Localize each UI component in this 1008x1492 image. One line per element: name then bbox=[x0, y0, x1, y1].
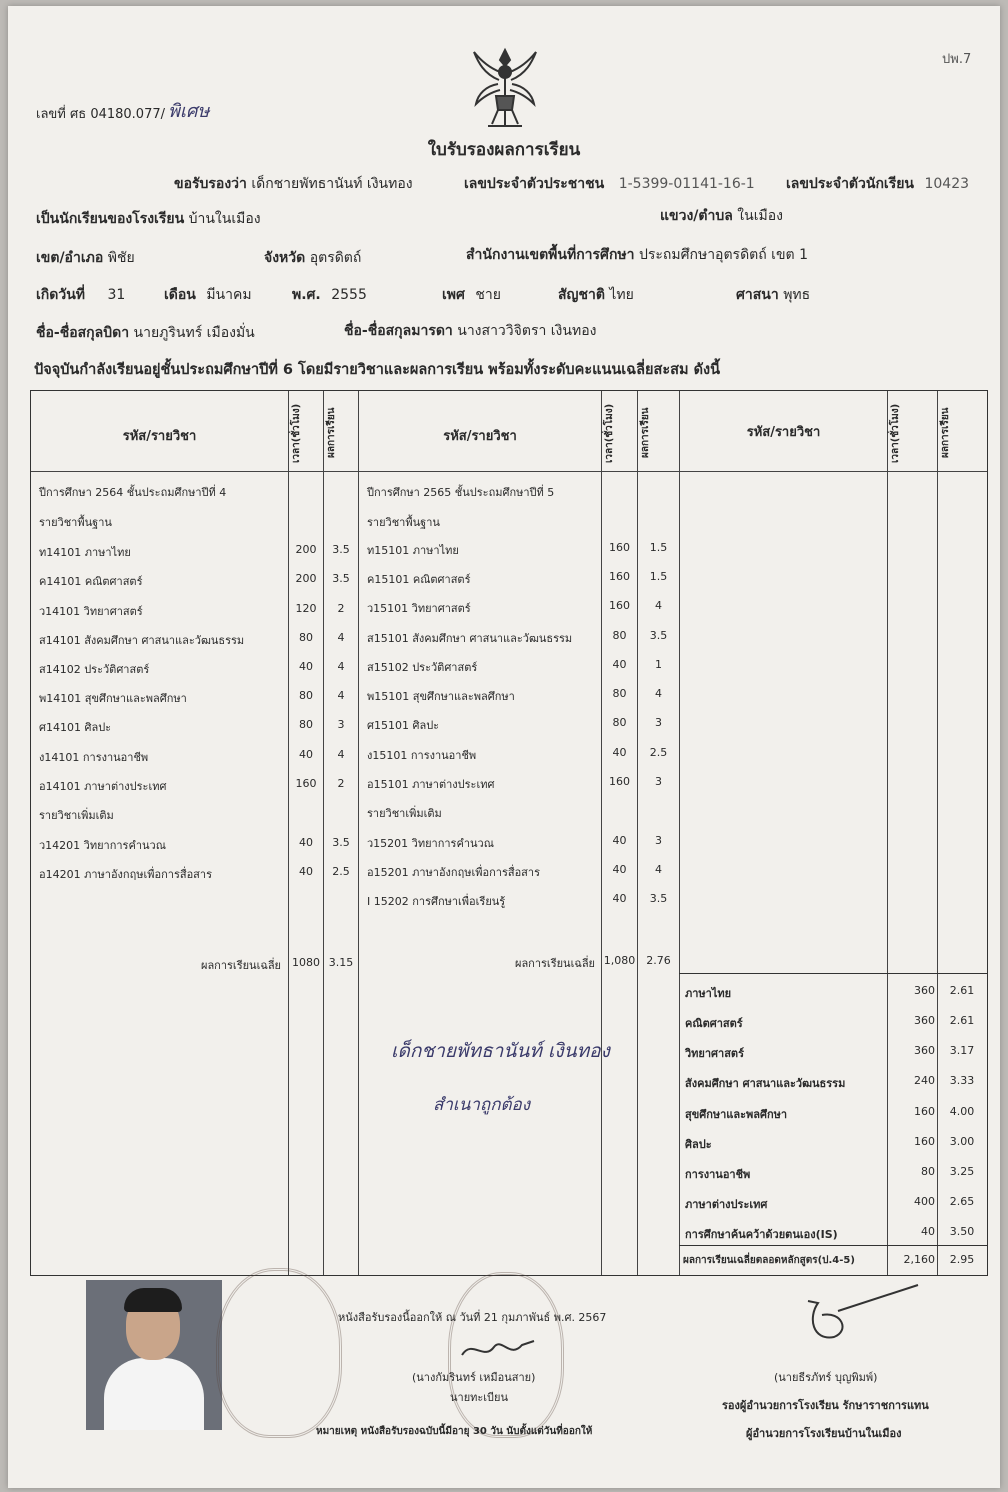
summary-row-hours: 360 bbox=[914, 1044, 935, 1057]
summary-row-subject: คณิตศาสตร์ bbox=[685, 1017, 743, 1030]
table-row-hours: 120 bbox=[295, 602, 317, 615]
table-row-subject: ง14101 การงานอาชีพ bbox=[39, 751, 149, 764]
registrar-signature-icon bbox=[458, 1331, 538, 1367]
table-row-hours: 80 bbox=[299, 689, 313, 702]
year2-basic-label: รายวิชาพื้นฐาน bbox=[367, 516, 440, 529]
district-label: เขต/อำเภอ bbox=[36, 250, 104, 266]
summary-row-hours: 160 bbox=[914, 1105, 935, 1118]
table-row-hours: 40 bbox=[612, 892, 627, 905]
table-row-hours: 80 bbox=[612, 687, 627, 700]
table-row-hours: 40 bbox=[612, 834, 627, 847]
table-row-grade: 1.5 bbox=[649, 570, 668, 583]
table-row-grade: 1 bbox=[655, 658, 662, 671]
table-row-grade: 4 bbox=[337, 748, 345, 761]
current-study-text: ปัจจุบันกำลังเรียนอยู่ชั้นประถมศึกษาปีที่ 6 โดยมีรายวิชาและผลการเรียน พร้อมทั้งระดับคะแนนเฉลี่ยสะสม ดังนี้ bbox=[34, 362, 721, 378]
edu-office-label: สำนักงานเขตพื้นที่การศึกษา bbox=[466, 247, 635, 263]
student-name: เด็กชายพัทธานันท์ เงินทอง bbox=[251, 176, 413, 192]
table-row-grade: 4 bbox=[655, 599, 662, 612]
mother-name: นางสาววิจิตรา เงินทอง bbox=[457, 323, 597, 339]
subdistrict-label: แขวง/ตำบล bbox=[660, 208, 733, 224]
table-row-hours: 80 bbox=[612, 629, 627, 642]
year1-extra-label: รายวิชาเพิ่มเติม bbox=[39, 809, 114, 822]
birth-year-label: พ.ศ. bbox=[292, 287, 321, 303]
table-row-hours: 80 bbox=[299, 718, 313, 731]
school-name: บ้านในเมือง bbox=[188, 211, 261, 227]
birth-day-value: 31 bbox=[107, 287, 126, 303]
student-id-value: 10423 bbox=[924, 176, 970, 192]
header-grade-2: ผลการเรียน bbox=[640, 407, 651, 459]
summary-row-grade: 3.33 bbox=[949, 1074, 975, 1087]
citizen-id-value: 1-5399-01141-16-1 bbox=[618, 176, 755, 192]
table-row-hours: 160 bbox=[609, 599, 630, 612]
document-number-handwritten: พิเศษ bbox=[168, 101, 210, 122]
table-row-grade: 3.5 bbox=[332, 543, 350, 556]
summary-row-hours: 240 bbox=[914, 1074, 935, 1087]
summary-row-grade: 3.00 bbox=[949, 1135, 975, 1148]
table-row-subject: อ14101 ภาษาต่างประเทศ bbox=[39, 780, 167, 793]
table-row-hours: 160 bbox=[609, 775, 630, 788]
table-row-grade: 2.5 bbox=[649, 746, 668, 759]
table-row-subject: ศ14101 ศิลปะ bbox=[39, 721, 112, 734]
year2-heading: ปีการศึกษา 2565 ชั้นประถมศึกษาปีที่ 5 bbox=[367, 486, 555, 499]
district-value: พิชัย bbox=[107, 250, 135, 266]
header-subject-3: รหัส/รายวิชา bbox=[746, 425, 821, 440]
document-number-label: เลขที่ ศธ 04180.077/ bbox=[36, 107, 165, 122]
birth-month-label: เดือน bbox=[164, 287, 196, 303]
year1-heading: ปีการศึกษา 2564 ชั้นประถมศึกษาปีที่ 4 bbox=[39, 486, 227, 499]
table-row-subject: อ14201 ภาษาอังกฤษเพื่อการสื่อสาร bbox=[39, 868, 212, 881]
nationality-value: ไทย bbox=[609, 287, 634, 303]
birth-month-value: มีนาคม bbox=[206, 287, 252, 303]
director-title: รองผู้อำนวยการโรงเรียน รักษาราชการแทน bbox=[722, 1399, 929, 1412]
summary-row-hours: 400 bbox=[914, 1195, 935, 1208]
table-row-hours: 40 bbox=[299, 836, 313, 849]
year1-average-hours: 1080 bbox=[292, 956, 320, 969]
province-label: จังหวัด bbox=[264, 250, 306, 266]
student-photo bbox=[86, 1280, 222, 1430]
summary-row-hours: 160 bbox=[914, 1135, 935, 1148]
table-row-grade: 4 bbox=[655, 687, 662, 700]
birth-year-value: 2555 bbox=[331, 287, 367, 303]
year1-basic-label: รายวิชาพื้นฐาน bbox=[39, 516, 112, 529]
table-row-hours: 80 bbox=[299, 631, 313, 644]
subdistrict-value: ในเมือง bbox=[737, 208, 783, 224]
summary-row-grade: 4.00 bbox=[949, 1105, 975, 1118]
grades-table bbox=[30, 390, 988, 1276]
handwritten-certified-copy: สำเนาถูกต้อง bbox=[433, 1095, 531, 1115]
table-row-hours: 200 bbox=[295, 572, 317, 585]
summary-row-hours: 40 bbox=[921, 1225, 935, 1238]
overall-average-hours: 2,160 bbox=[903, 1253, 935, 1266]
summary-row-grade: 3.17 bbox=[949, 1044, 975, 1057]
table-row-subject: พ15101 สุขศึกษาและพลศึกษา bbox=[367, 690, 515, 703]
year1-average-grade: 3.15 bbox=[328, 956, 354, 969]
table-row-hours: 40 bbox=[299, 865, 313, 878]
table-row-subject: ค14101 คณิตศาสตร์ bbox=[39, 575, 143, 588]
header-grade-3: ผลการเรียน bbox=[940, 407, 951, 459]
summary-row-subject: ภาษาไทย bbox=[685, 987, 732, 1000]
table-row-hours: 160 bbox=[295, 777, 317, 790]
issued-date-text: หนังสือรับรองนี้ออกให้ ณ วันที่ 21 กุมภาพันธ์ พ.ศ. 2567 bbox=[338, 1311, 607, 1324]
table-row-subject: ศ15101 ศิลปะ bbox=[367, 719, 440, 732]
table-row-subject: พ14101 สุขศึกษาและพลศึกษา bbox=[39, 692, 187, 705]
table-row-grade: 4 bbox=[337, 631, 345, 644]
religion-label: ศาสนา bbox=[736, 287, 779, 303]
table-row-grade: 3.5 bbox=[332, 572, 350, 585]
table-row-grade: 4 bbox=[337, 660, 345, 673]
table-row-hours: 160 bbox=[609, 570, 630, 583]
summary-row-subject: ภาษาต่างประเทศ bbox=[685, 1198, 768, 1211]
year2-average-hours: 1,080 bbox=[603, 954, 636, 967]
table-row-subject: ว14101 วิทยาศาสตร์ bbox=[39, 605, 143, 618]
mother-label: ชื่อ-ชื่อสกุลมารดา bbox=[344, 323, 453, 339]
school-label: เป็นนักเรียนของโรงเรียน bbox=[36, 211, 185, 227]
father-label: ชื่อ-ชื่อสกุลบิดา bbox=[36, 325, 130, 341]
table-row-grade: 3.5 bbox=[649, 629, 668, 642]
table-row-grade: 3 bbox=[337, 718, 345, 731]
table-row-grade: 2 bbox=[337, 777, 345, 790]
handwritten-name: เด็กชายพัทธานันท์ เงินทอง bbox=[391, 1040, 610, 1062]
citizen-id-label: เลขประจำตัวประชาชน bbox=[464, 176, 605, 192]
table-row-hours: 40 bbox=[612, 863, 627, 876]
garuda-emblem-icon bbox=[470, 44, 540, 132]
summary-row-grade: 3.25 bbox=[949, 1165, 975, 1178]
table-row-grade: 3 bbox=[655, 775, 662, 788]
year2-extra-label: รายวิชาเพิ่มเติม bbox=[367, 807, 442, 820]
summary-row-subject: การงานอาชีพ bbox=[685, 1168, 751, 1181]
header-hours-1: เวลา(ชั่วโมง) bbox=[291, 403, 302, 463]
certify-label: ขอรับรองว่า bbox=[174, 176, 247, 192]
table-row-subject: ว14201 วิทยาการคำนวณ bbox=[39, 839, 166, 852]
summary-row-subject: สังคมศึกษา ศาสนาและวัฒนธรรม bbox=[685, 1077, 846, 1090]
table-row-subject: ค15101 คณิตศาสตร์ bbox=[367, 573, 471, 586]
validity-note: หมายเหตุ หนังสือรับรองฉบับนี้มีอายุ 30 วัน นับตั้งแต่วันที่ออกให้ bbox=[316, 1426, 593, 1437]
table-row-subject: อ15101 ภาษาต่างประเทศ bbox=[367, 778, 495, 791]
table-row-hours: 40 bbox=[612, 658, 627, 671]
summary-row-grade: 2.61 bbox=[949, 984, 975, 997]
director-title-school: ผู้อำนวยการโรงเรียนบ้านในเมือง bbox=[746, 1427, 902, 1440]
registrar-name: (นางกัมรินทร์ เหมือนสาย) bbox=[412, 1371, 536, 1384]
table-row-subject: ท14101 ภาษาไทย bbox=[39, 546, 131, 559]
table-row-subject: ว15101 วิทยาศาสตร์ bbox=[367, 602, 471, 615]
certificate-page bbox=[8, 6, 1000, 1488]
summary-row-subject: ศิลปะ bbox=[685, 1138, 712, 1151]
table-row-hours: 40 bbox=[612, 746, 627, 759]
sex-value: ชาย bbox=[475, 287, 501, 303]
table-row-grade: 3 bbox=[655, 716, 662, 729]
student-id-label: เลขประจำตัวนักเรียน bbox=[786, 176, 915, 192]
header-subject-1: รหัส/รายวิชา bbox=[122, 429, 197, 444]
director-name: (นายธีรภัทร์ บุญพิมพ์) bbox=[774, 1371, 878, 1384]
table-row-subject: ส15102 ประวัติศาสตร์ bbox=[367, 661, 478, 674]
table-row-grade: 4 bbox=[655, 863, 662, 876]
table-row-hours: 40 bbox=[299, 748, 313, 761]
table-row-hours: 200 bbox=[295, 543, 317, 556]
summary-row-hours: 360 bbox=[914, 1014, 935, 1027]
father-name: นายภูรินทร์ เมืองมั่น bbox=[133, 325, 255, 341]
table-row-subject: ว15201 วิทยาการคำนวณ bbox=[367, 837, 494, 850]
overall-average-grade: 2.95 bbox=[949, 1253, 975, 1266]
director-signature-icon bbox=[798, 1281, 928, 1351]
table-row-grade: 2.5 bbox=[332, 865, 350, 878]
summary-row-hours: 360 bbox=[914, 984, 935, 997]
header-hours-3: เวลา(ชั่วโมง) bbox=[890, 403, 901, 463]
year2-average-label: ผลการเรียนเฉลี่ย bbox=[515, 957, 596, 970]
summary-row-subject: สุขศึกษาและพลศึกษา bbox=[685, 1108, 788, 1121]
edu-office-value: ประถมศึกษาอุตรดิตถ์ เขต 1 bbox=[638, 247, 808, 263]
summary-row-grade: 2.65 bbox=[949, 1195, 975, 1208]
table-row-subject: ท15101 ภาษาไทย bbox=[367, 544, 459, 557]
certificate-title: ใบรับรองผลการเรียน bbox=[427, 140, 581, 160]
summary-row-subject: การศึกษาค้นคว้าด้วยตนเอง(IS) bbox=[685, 1228, 838, 1241]
table-row-grade: 2 bbox=[337, 602, 345, 615]
religion-value: พุทธ bbox=[783, 287, 811, 303]
year1-average-label: ผลการเรียนเฉลี่ย bbox=[201, 959, 282, 972]
header-hours-2: เวลา(ชั่วโมง) bbox=[604, 403, 615, 463]
province-value: อุตรดิตถ์ bbox=[309, 250, 362, 266]
summary-row-hours: 80 bbox=[921, 1165, 935, 1178]
table-row-grade: 3.5 bbox=[332, 836, 350, 849]
table-row-grade: 3 bbox=[655, 834, 662, 847]
summary-row-grade: 2.61 bbox=[949, 1014, 975, 1027]
table-row-hours: 40 bbox=[299, 660, 313, 673]
header-subject-2: รหัส/รายวิชา bbox=[443, 429, 517, 444]
birth-day-label: เกิดวันที่ bbox=[36, 287, 86, 303]
sex-label: เพศ bbox=[442, 287, 465, 303]
table-row-hours: 160 bbox=[609, 541, 630, 554]
table-row-subject: ง15101 การงานอาชีพ bbox=[367, 749, 477, 762]
nationality-label: สัญชาติ bbox=[558, 287, 605, 303]
table-row-hours: 80 bbox=[612, 716, 627, 729]
year2-average-grade: 2.76 bbox=[646, 954, 671, 967]
overall-average-label: ผลการเรียนเฉลี่ยตลอดหลักสูตร(ป.4-5) bbox=[683, 1255, 855, 1266]
summary-row-grade: 3.50 bbox=[949, 1225, 975, 1238]
table-row-subject: อ15201 ภาษาอังกฤษเพื่อการสื่อสาร bbox=[367, 866, 540, 879]
table-row-subject: I 15202 การศึกษาเพื่อเรียนรู้ bbox=[367, 895, 506, 908]
form-code: ปพ.7 bbox=[942, 52, 972, 67]
table-row-subject: ส14102 ประวัติศาสตร์ bbox=[39, 663, 150, 676]
header-grade-1: ผลการเรียน bbox=[326, 407, 337, 459]
table-row-subject: ส15101 สังคมศึกษา ศาสนาและวัฒนธรรม bbox=[367, 632, 573, 645]
table-row-subject: ส14101 สังคมศึกษา ศาสนาและวัฒนธรรม bbox=[39, 634, 245, 647]
school-seal-left bbox=[216, 1268, 342, 1438]
table-row-grade: 4 bbox=[337, 689, 345, 702]
summary-row-subject: วิทยาศาสตร์ bbox=[685, 1047, 744, 1060]
table-row-grade: 1.5 bbox=[649, 541, 668, 554]
registrar-title: นายทะเบียน bbox=[450, 1391, 509, 1404]
table-row-grade: 3.5 bbox=[649, 892, 668, 905]
